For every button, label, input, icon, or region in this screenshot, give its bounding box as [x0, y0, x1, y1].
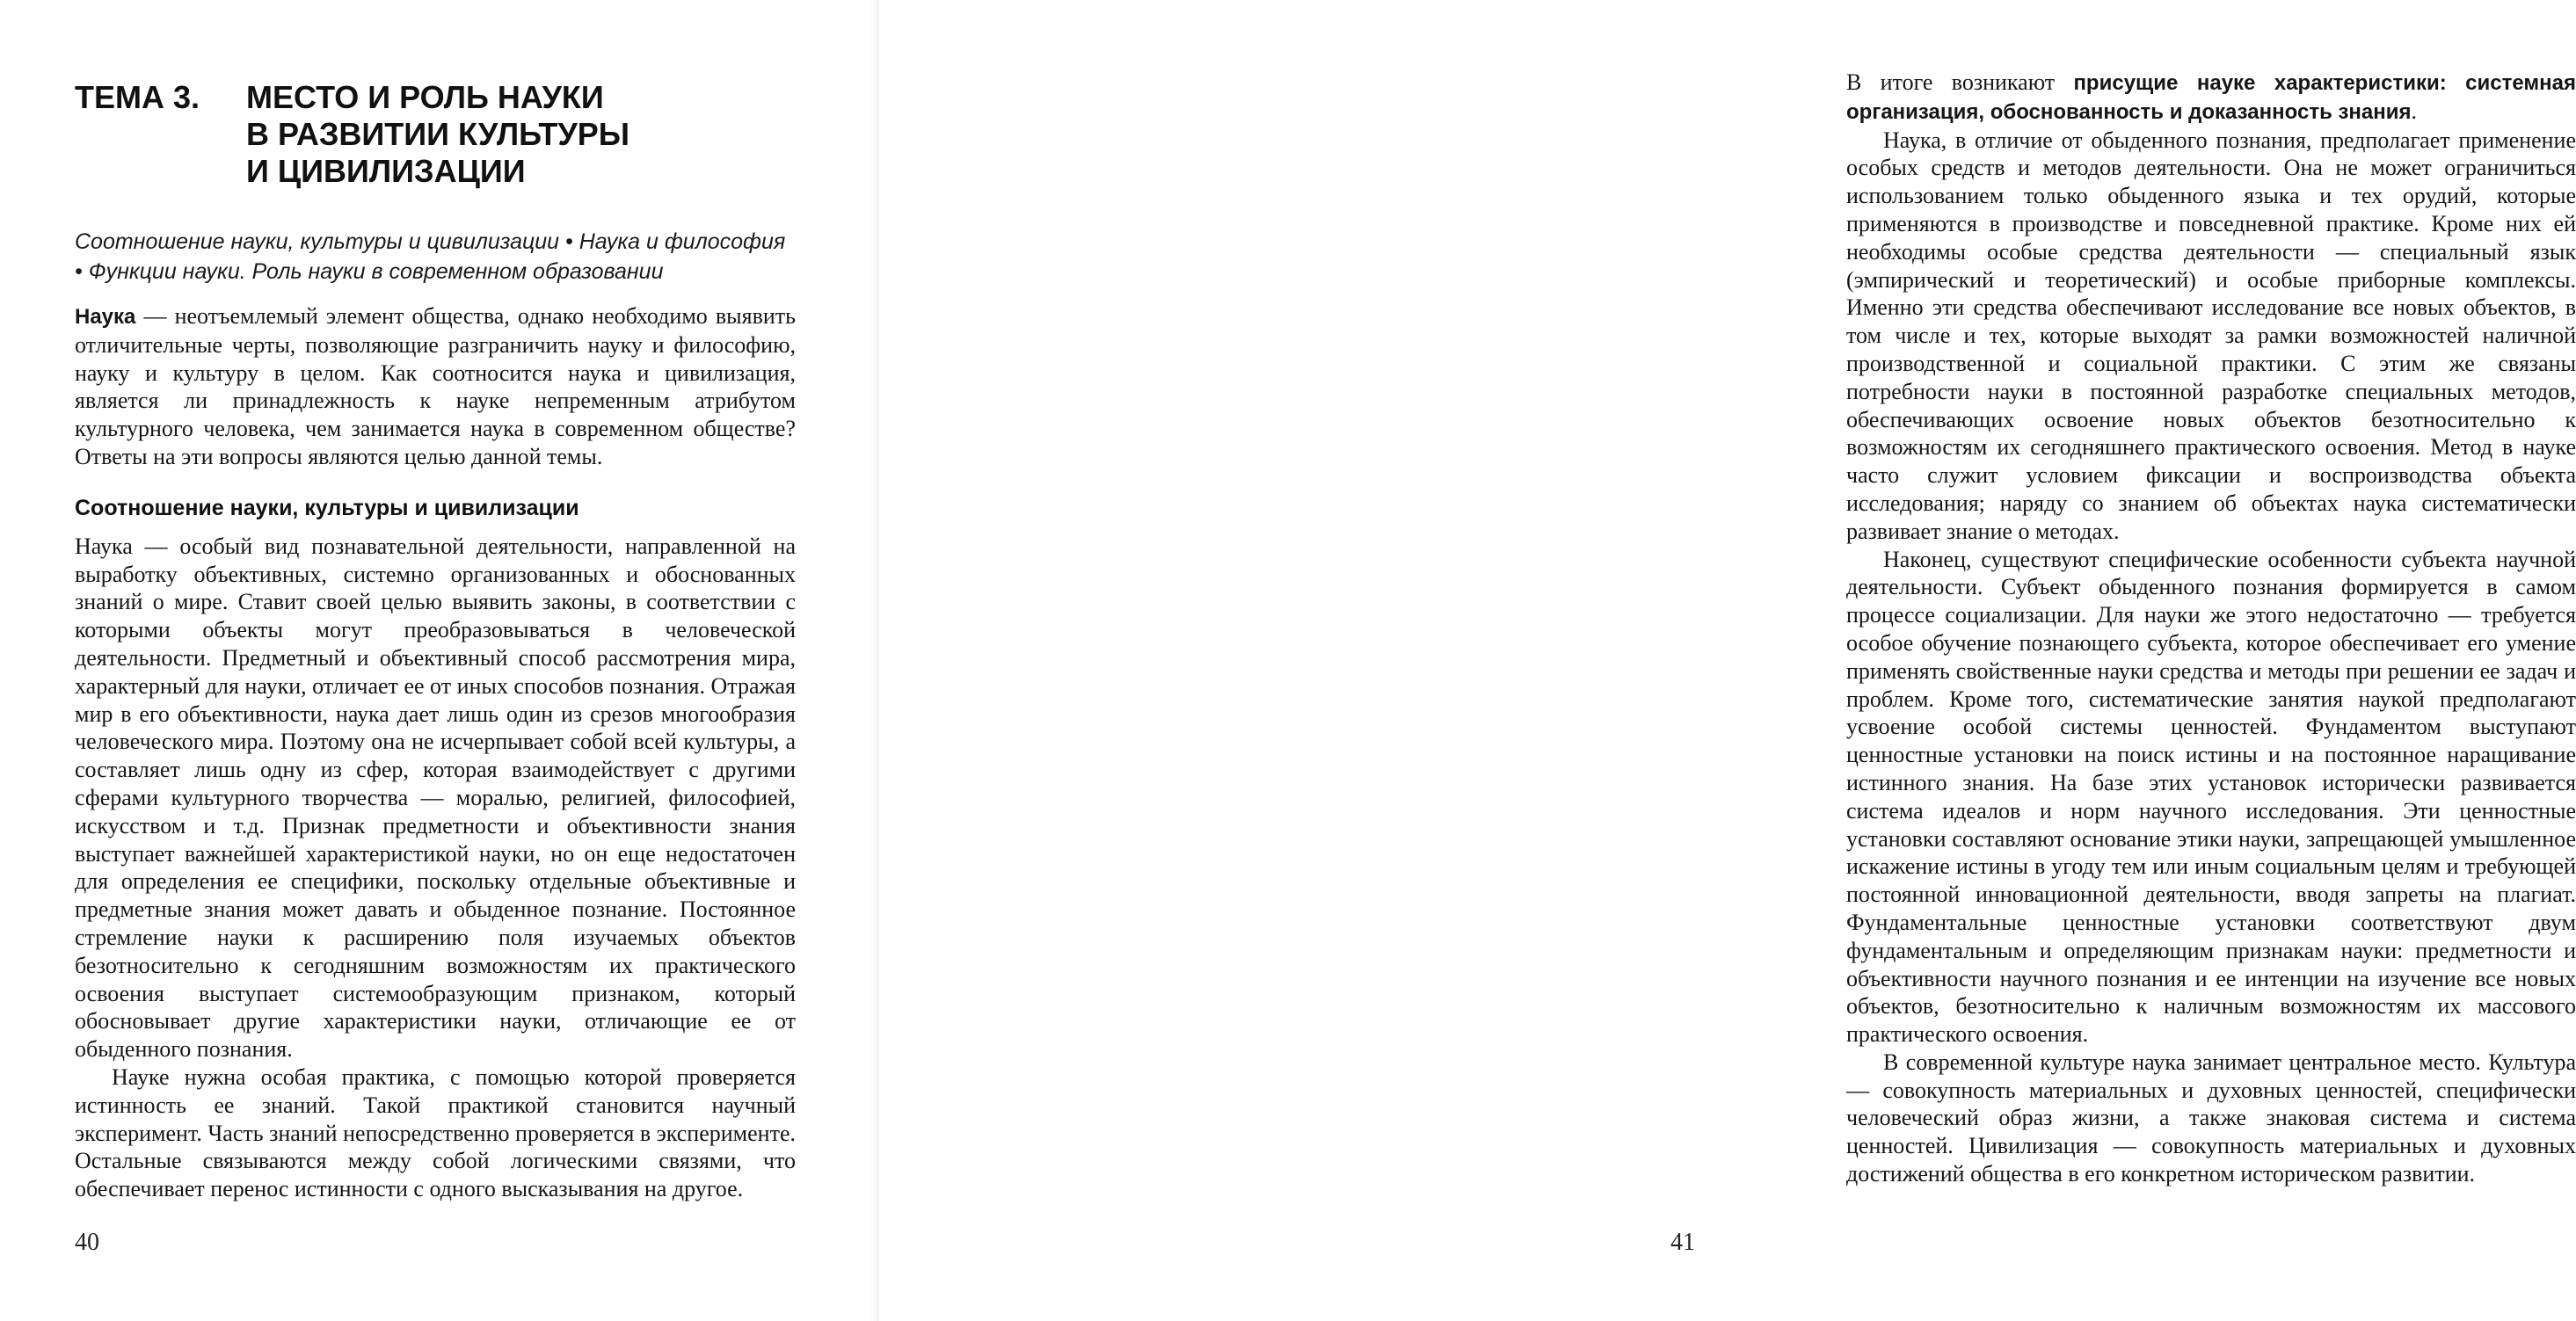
right-page [879, 0, 2576, 1321]
body-paragraph: В современной культуре наука занимает центральное место. Культура — совокупность материальных и духовных ценностей, специфически человеческий образ жизни, а также знаковая система и система ценностей. Цивилизация — совокупность материальных и духовных достижений общества в его конкретном историческом развитии. [1846, 1049, 2576, 1187]
theme-title-line: И ЦИВИЛИЗАЦИИ [246, 153, 526, 189]
summary-bold: присущие науке характеристики: системная организация, обоснованность и доказанность знания [1846, 71, 2576, 124]
theme-title-line: МЕСТО И РОЛЬ НАУКИ [246, 79, 604, 115]
theme-number: ТЕМА 3. [75, 79, 200, 115]
theme-title [246, 79, 796, 190]
section-heading: Соотношение науки, культуры и цивилизации [75, 495, 579, 520]
intro-term: Наука [75, 305, 136, 329]
left-page [0, 0, 879, 1321]
right-column [1846, 69, 2576, 1188]
summary-suffix: . [2411, 98, 2418, 124]
page-number-left: 40 [75, 1229, 99, 1256]
intro-paragraph [75, 302, 796, 471]
page-number-right: 41 [1670, 1229, 1695, 1256]
theme-heading [75, 79, 796, 190]
body-paragraph: Науке нужна особая практика, с помощью которой проверяется истинность ее знаний. Такой практикой становится научный эксперимент. Часть знаний непосредственно проверяется в эксперименте. Остальные связываются между собой логическими связями, что обеспечивает перенос истинности с одного высказывания на другое. [75, 1063, 796, 1202]
body-paragraph: Наконец, существуют специфические особенности субъекта научной деятельности. Субъект обыденного познания формируется в самом процессе социализации. Для науки же этого недостаточно — требуется особое обучение познающего субъекта, которое обеспечивает его умение применять свойственные науки средства и методы при решении ее задач и проблем. Кроме того, систематические занятия наукой предполагают усвоение особой системы ценностей. Фундаментом выступают ценностные установки на поиск истины и на постоянное наращивание истинного знания. На базе этих установок исторически развивается система идеалов и норм научного исследования. Эти ценностные установки составляют основание этики науки, запрещающей умышленное искажение истины в угоду тем или иным социальным целям и требующей постоянной инновационной деятельности, вводя запреты на плагиат. Фундаментальные ценностные установки соответствуют двум фундаментальным и определяющим признакам науки: предметности и объективности научного познания и ее интенции на изучение все новых объектов, безотносительно к наличным возможностям их массового практического освоения. [1846, 546, 2576, 1048]
body-paragraph: Наука — особый вид познавательной деятельности, направленной на выработку объективных, системно организованных и обоснованных знаний о мире. Ставит своей целью выявить законы, в соответствии с которыми объекты могут преобразовываться в человеческой деятельности. Предметный и объективный способ рассмотрения мира, характерный для науки, отличает ее от иных способов познания. Отражая мир в его объективности, наука дает лишь один из срезов многообразия человеческого мира. Поэтому она не исчерпывает собой всей культуры, а составляет лишь одну из сфер, которая взаимодействует с другими сферами культурного творчества — моралью, религией, философией, искусством и т.д. Признак предметности и объективности знания выступает важнейшей характеристикой науки, но он еще недостаточен для определения ее специфики, поскольку отдельные объективные и предметные знания может давать и обыденное познание. Постоянное стремление науки к расширению поля изучаемых объектов безотносительно к сегодняшним возможностям их практического освоения выступает системообразующим признаком, который обосновывает другие характеристики науки, отличающие ее от обыденного познания. [75, 533, 796, 1063]
summary-paragraph [1846, 69, 2576, 127]
intro-text: — неотъемлемый элемент общества, однако необходимо выявить отличительные черты, позволяющие разграничить науку и философию, науку и культуру в целом. Как соотносится наука и цивилизация, является ли принадлежность к науке непременным атрибутом культурного человека, чем занимается наука в современном обществе? Ответы на эти вопросы являются целью данной темы. [75, 303, 796, 469]
theme-title-line: В РАЗВИТИИ КУЛЬТУРЫ [246, 116, 630, 152]
summary-prefix: В итоге возникают [1846, 69, 2074, 95]
body-paragraph: Наука, в отличие от обыденного познания, предполагает применение особых средств и методов деятельности. Она не может ограничиться использованием только обыденного языка и тех орудий, которые применяются в производстве и повседневной практике. Кроме них ей необходимы особые средства деятельности — специальный язык (эмпирический и теоретический) и особые приборные комплексы. Именно эти средства обеспечивают исследование все новых объектов, в том числе и тех, которые выходят за рамки возможностей наличной производственной и социальной практики. С этим же связаны потребности науки в постоянной разработке специальных методов, обеспечивающих освоение новых объектов безотносительно к возможностям их сегодняшнего практического освоения. Метод в науке часто служит условием фиксации и воспроизводства объекта исследования; наряду со знанием об объектах наука систематически развивает знание о методах. [1846, 127, 2576, 544]
left-column [75, 79, 796, 1203]
theme-subtitle: Соотношение науки, культуры и цивилизации • Наука и философия • Функции науки. Роль науки в современном образовании [75, 229, 786, 284]
